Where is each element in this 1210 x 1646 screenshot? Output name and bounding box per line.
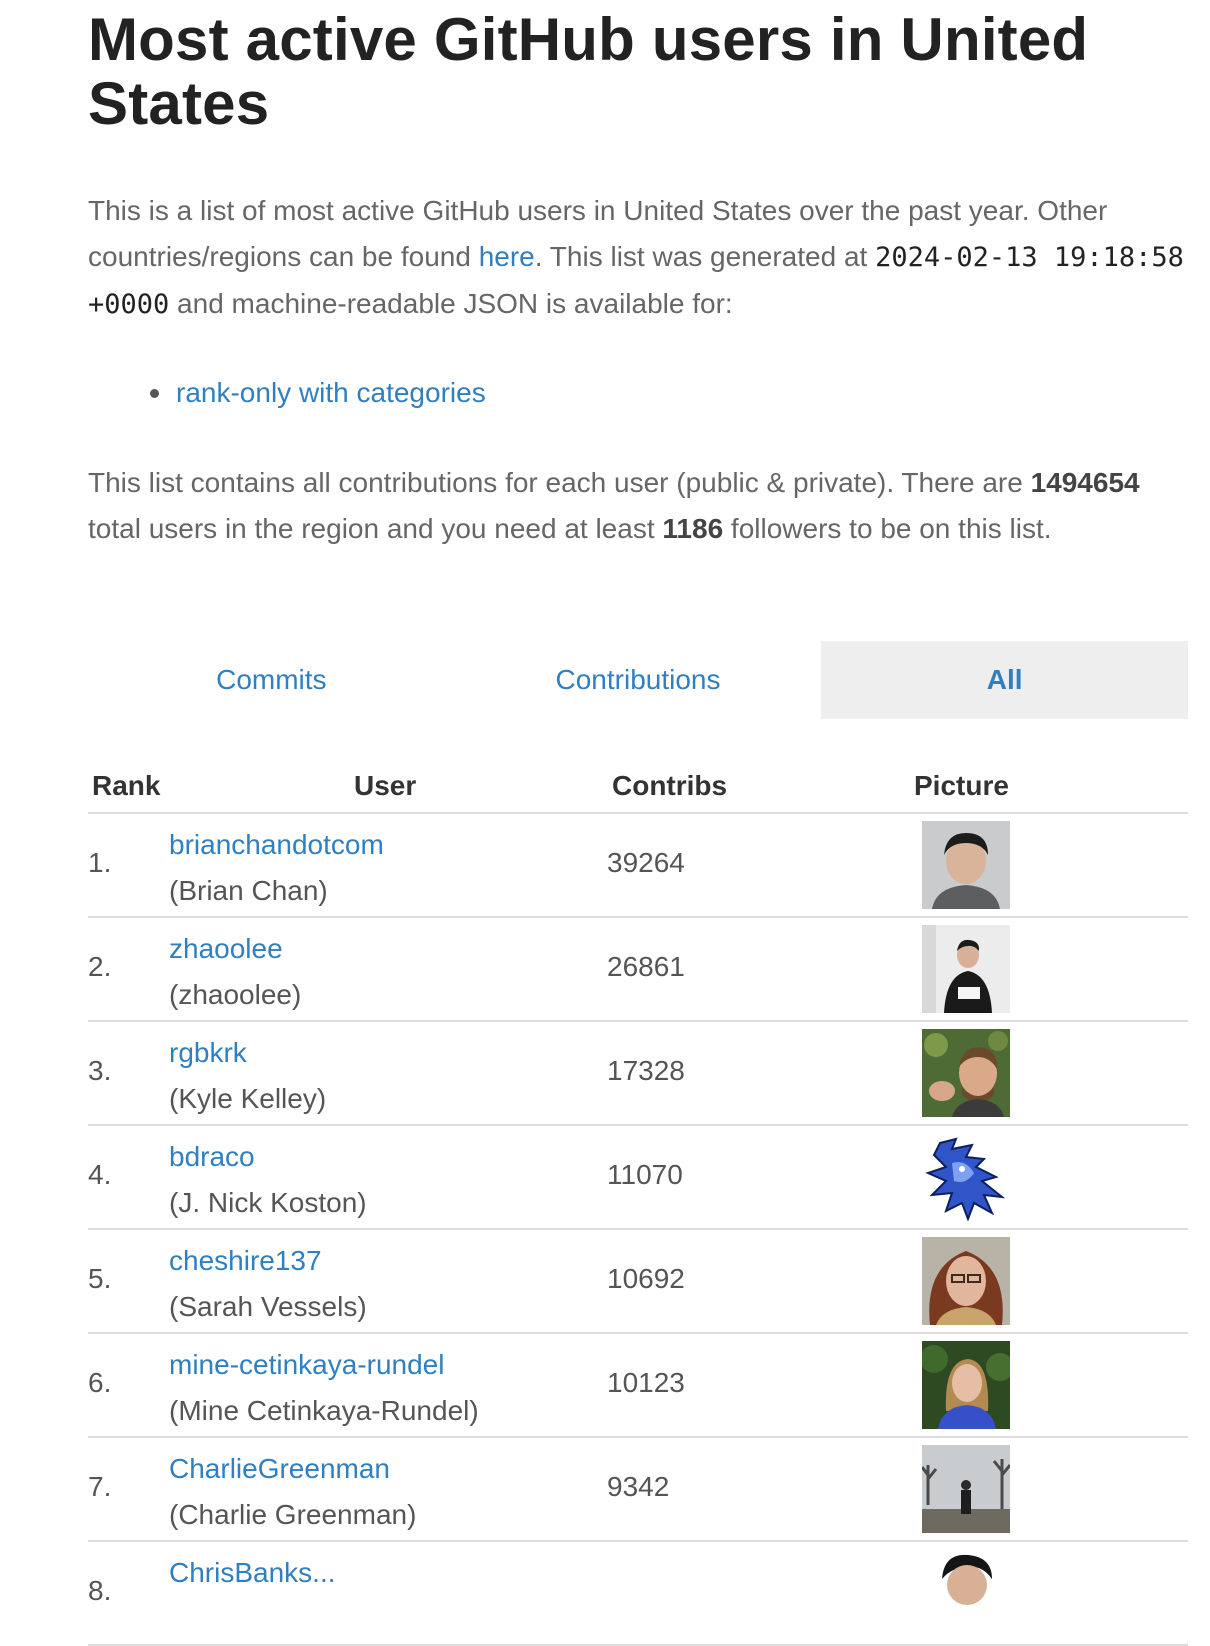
header-picture: Picture <box>914 770 1009 801</box>
summary-paragraph <box>88 460 1188 552</box>
table-row <box>88 918 1188 1022</box>
rank-cell: 7. <box>88 1471 112 1502</box>
intro-paragraph <box>88 188 1188 328</box>
rank-only-json-link[interactable]: rank-only with categories <box>176 377 486 408</box>
header-rank: Rank <box>92 770 161 801</box>
user-display-name: (J. Nick Koston) <box>169 1187 367 1218</box>
rank-cell: 2. <box>88 951 112 982</box>
table-row <box>88 1438 1188 1542</box>
generated-timestamp: 2024-02-13 19:18:58 +0000 <box>88 242 1184 320</box>
rank-cell: 5. <box>88 1263 112 1294</box>
page <box>88 0 1188 1606</box>
rank-cell: 1. <box>88 847 112 878</box>
avatar[interactable] <box>922 1341 1010 1429</box>
user-login-link[interactable]: rgbkrk <box>169 1037 247 1068</box>
user-cell <box>169 1030 326 1122</box>
intro-text-1: This is a list of most active GitHub users in United States over the past year. Other countries/regions can be found <box>88 195 1108 272</box>
user-cell <box>169 1550 336 1596</box>
table-row <box>88 814 1188 918</box>
user-login-link[interactable]: zhaoolee <box>169 933 283 964</box>
json-link-item <box>148 370 486 416</box>
person-avatar-icon <box>922 1029 1010 1117</box>
avatar[interactable] <box>922 925 1010 1013</box>
total-users-count: 1494654 <box>1030 467 1140 498</box>
table-row <box>88 1230 1188 1334</box>
user-login-link[interactable]: ChrisBanks... <box>169 1557 336 1588</box>
summary-text-1: This list contains all contributions for each user (public & private). There are <box>88 467 1031 498</box>
tab-commits[interactable] <box>88 641 455 719</box>
other-regions-link[interactable]: here <box>478 241 535 272</box>
person-avatar-icon <box>922 925 1010 1013</box>
table-row <box>88 1022 1188 1126</box>
page-title: Most active GitHub users in United States <box>88 6 1089 137</box>
bullet-icon <box>150 389 159 398</box>
contribs-cell: 39264 <box>607 847 685 878</box>
avatar[interactable] <box>922 1549 1010 1637</box>
user-display-name: (zhaoolee) <box>169 979 302 1010</box>
tab-all-label[interactable]: All <box>986 664 1023 695</box>
person-avatar-icon <box>922 821 1010 909</box>
user-cell <box>169 926 301 1018</box>
contribs-cell: 11070 <box>607 1159 683 1190</box>
contribs-cell: 10692 <box>607 1263 685 1294</box>
avatar[interactable] <box>922 1133 1010 1221</box>
user-cell <box>169 1238 367 1330</box>
user-display-name: (Kyle Kelley) <box>169 1083 327 1114</box>
rank-cell: 3. <box>88 1055 112 1086</box>
person-avatar-icon <box>922 1549 1010 1637</box>
intro-text-3: and machine-readable JSON is available for: <box>169 288 733 319</box>
table-row <box>88 1334 1188 1438</box>
header-user: User <box>354 770 417 801</box>
user-cell <box>169 1446 416 1538</box>
table-row <box>88 1542 1188 1646</box>
person-avatar-icon <box>922 1341 1010 1429</box>
blue-dragon-icon <box>922 1133 1010 1221</box>
tab-contributions-label[interactable]: Contributions <box>555 664 721 695</box>
avatar[interactable] <box>922 1237 1010 1325</box>
summary-text-2: total users in the region and you need at least <box>88 513 663 544</box>
user-cell <box>169 1342 479 1434</box>
rank-cell: 8. <box>88 1575 112 1606</box>
table-header <box>88 762 1188 814</box>
contribs-cell: 9342 <box>607 1471 670 1502</box>
tab-contributions[interactable] <box>455 641 822 719</box>
user-login-link[interactable]: brianchandotcom <box>169 829 384 860</box>
rank-cell: 4. <box>88 1159 112 1190</box>
user-login-link[interactable]: CharlieGreenman <box>169 1453 390 1484</box>
avatar[interactable] <box>922 821 1010 909</box>
user-login-link[interactable]: bdraco <box>169 1141 255 1172</box>
user-display-name: (Brian Chan) <box>169 875 328 906</box>
ranking-tabs <box>88 641 1188 719</box>
json-links-list <box>148 370 486 416</box>
user-cell <box>169 1134 367 1226</box>
user-cell <box>169 822 384 914</box>
tab-commits-label[interactable]: Commits <box>216 664 327 695</box>
user-display-name: (Charlie Greenman) <box>169 1499 417 1530</box>
header-contribs: Contribs <box>612 770 728 801</box>
person-avatar-icon <box>922 1445 1010 1533</box>
rank-cell: 6. <box>88 1367 112 1398</box>
avatar[interactable] <box>922 1029 1010 1117</box>
intro-text-2: . This list was generated at <box>534 241 876 272</box>
avatar[interactable] <box>922 1445 1010 1533</box>
users-table <box>88 762 1188 1646</box>
user-display-name: (Mine Cetinkaya-Rundel) <box>169 1395 479 1426</box>
user-login-link[interactable]: mine-cetinkaya-rundel <box>169 1349 445 1380</box>
contribs-cell: 26861 <box>607 951 685 982</box>
table-row <box>88 1126 1188 1230</box>
summary-text-3: followers to be on this list. <box>723 513 1052 544</box>
min-followers-count: 1186 <box>662 513 724 544</box>
tab-all[interactable] <box>821 641 1188 719</box>
user-login-link[interactable]: cheshire137 <box>169 1245 322 1276</box>
contribs-cell: 17328 <box>607 1055 685 1086</box>
contribs-cell: 10123 <box>607 1367 685 1398</box>
user-display-name: (Sarah Vessels) <box>169 1291 367 1322</box>
person-avatar-icon <box>922 1237 1010 1325</box>
